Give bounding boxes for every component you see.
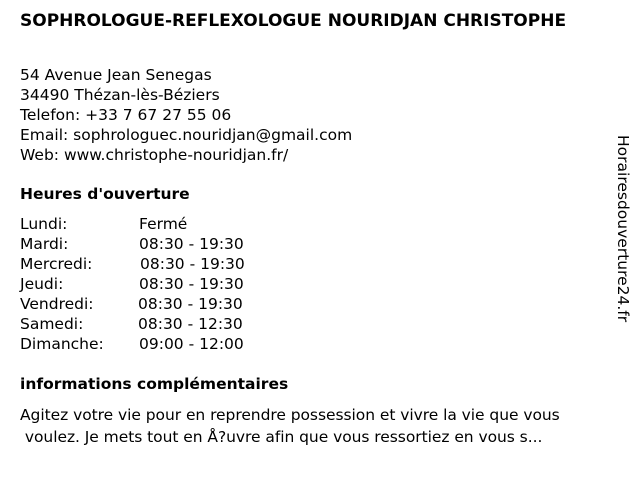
website-line: Web: www.christophe-nouridjan.fr/: [20, 146, 289, 164]
street-address: 54 Avenue Jean Senegas: [20, 66, 212, 84]
business-name: SOPHROLOGUE-REFLEXOLOGUE NOURIDJAN CHRISTOPHE: [20, 11, 567, 31]
hours-row-lundi: [20, 214, 280, 234]
opening-hours-heading: Heures d'ouverture: [20, 185, 190, 203]
day-label: Jeudi:: [20, 275, 64, 293]
opening-hours-table: [20, 214, 280, 354]
contact-block: [20, 65, 352, 165]
day-label: Vendredi:: [20, 295, 94, 313]
additional-info-text: Agitez votre vie pour en reprendre possession et vivre la vie que vous voulez. Je mets tout en Å?uvre afin que vous ressortiez en vous s...: [20, 406, 560, 446]
hours-row-jeudi: [20, 274, 280, 294]
hours-row-mercredi: [20, 254, 280, 274]
time-value: 08:30 - 19:30: [139, 275, 244, 293]
hours-row-dimanche: [20, 334, 280, 354]
phone-line: Telefon: +33 7 67 27 55 06: [20, 106, 232, 124]
day-label: Lundi:: [20, 215, 68, 233]
city-postal: 34490 Thézan-lès-Béziers: [20, 86, 220, 104]
day-label: Mardi:: [20, 235, 69, 253]
day-label: Samedi:: [20, 315, 84, 333]
hours-row-vendredi: [20, 294, 280, 314]
time-value: 08:30 - 19:30: [138, 295, 243, 313]
site-credit-vertical: Horairesdouverture24.fr: [614, 135, 632, 323]
hours-row-samedi: [20, 314, 280, 334]
additional-info-heading: informations complémentaires: [20, 375, 289, 393]
time-value: 09:00 - 12:00: [139, 335, 244, 353]
time-value: 08:30 - 12:30: [138, 315, 243, 333]
day-label: Mercredi:: [20, 255, 93, 273]
hours-row-mardi: [20, 234, 280, 254]
day-label: Dimanche:: [20, 335, 104, 353]
time-value: Fermé: [139, 215, 188, 233]
time-value: 08:30 - 19:30: [139, 235, 244, 253]
email-line: Email: sophrologuec.nouridjan@gmail.com: [20, 126, 353, 144]
time-value: 08:30 - 19:30: [140, 255, 245, 273]
